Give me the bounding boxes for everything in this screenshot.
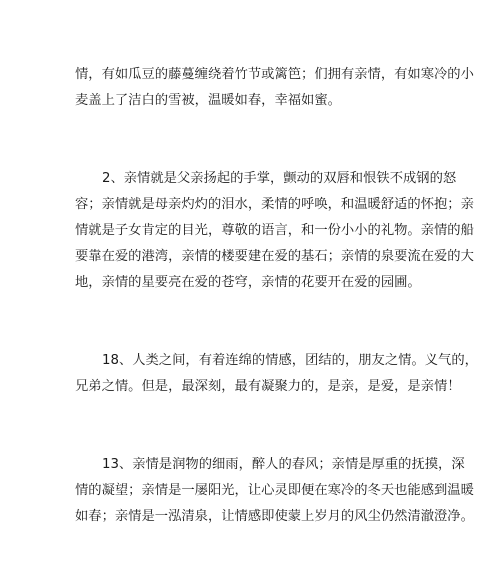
paragraph-line: 兄弟之情。但是，最深刻，最有凝聚力的，是亲，是爱，是亲情！: [75, 379, 461, 394]
paragraph-1: [75, 62, 474, 114]
paragraph-2: [75, 166, 474, 296]
paragraph-line: 13、亲情是润物的细雨，醉人的春风；亲情是厚重的抚摸，深: [102, 457, 465, 472]
paragraph-line: 2、亲情就是父亲扬起的手掌，颤动的双唇和恨铁不成钢的怒: [102, 171, 457, 186]
paragraph-3: [75, 348, 478, 400]
paragraph-line: 18、人类之间，有着连绵的情感，团结的，朋友之情。义气的，: [102, 353, 478, 368]
paragraph-line: 地，亲情的星要亮在爱的苍穹，亲情的花要开在爱的园圃。: [75, 275, 421, 290]
paragraph-line: 容；亲情就是母亲灼灼的泪水，柔情的呼唤，和温暖舒适的怀抱；亲: [75, 197, 474, 212]
paragraph-line: 麦盖上了洁白的雪被，温暖如春，幸福如蜜。: [75, 93, 341, 108]
paragraph-line: 情就是子女肯定的目光，尊敬的语言，和一份小小的礼物。亲情的船: [75, 223, 474, 238]
paragraph-line: 情的凝望；亲情是一屡阳光，让心灵即便在寒冷的冬天也能感到温暖: [75, 483, 474, 498]
paragraph-line: 如春；亲情是一泓清泉，让情感即使蒙上岁月的风尘仍然清澈澄净。: [75, 509, 474, 524]
paragraph-line: 情，有如瓜豆的藤蔓缠绕着竹节或篱笆；们拥有亲情，有如寒冷的小: [75, 67, 474, 82]
paragraph-4: [75, 452, 474, 530]
paragraph-line: 要靠在爱的港湾，亲情的楼要建在爱的基石；亲情的泉要流在爱的大: [75, 249, 474, 264]
